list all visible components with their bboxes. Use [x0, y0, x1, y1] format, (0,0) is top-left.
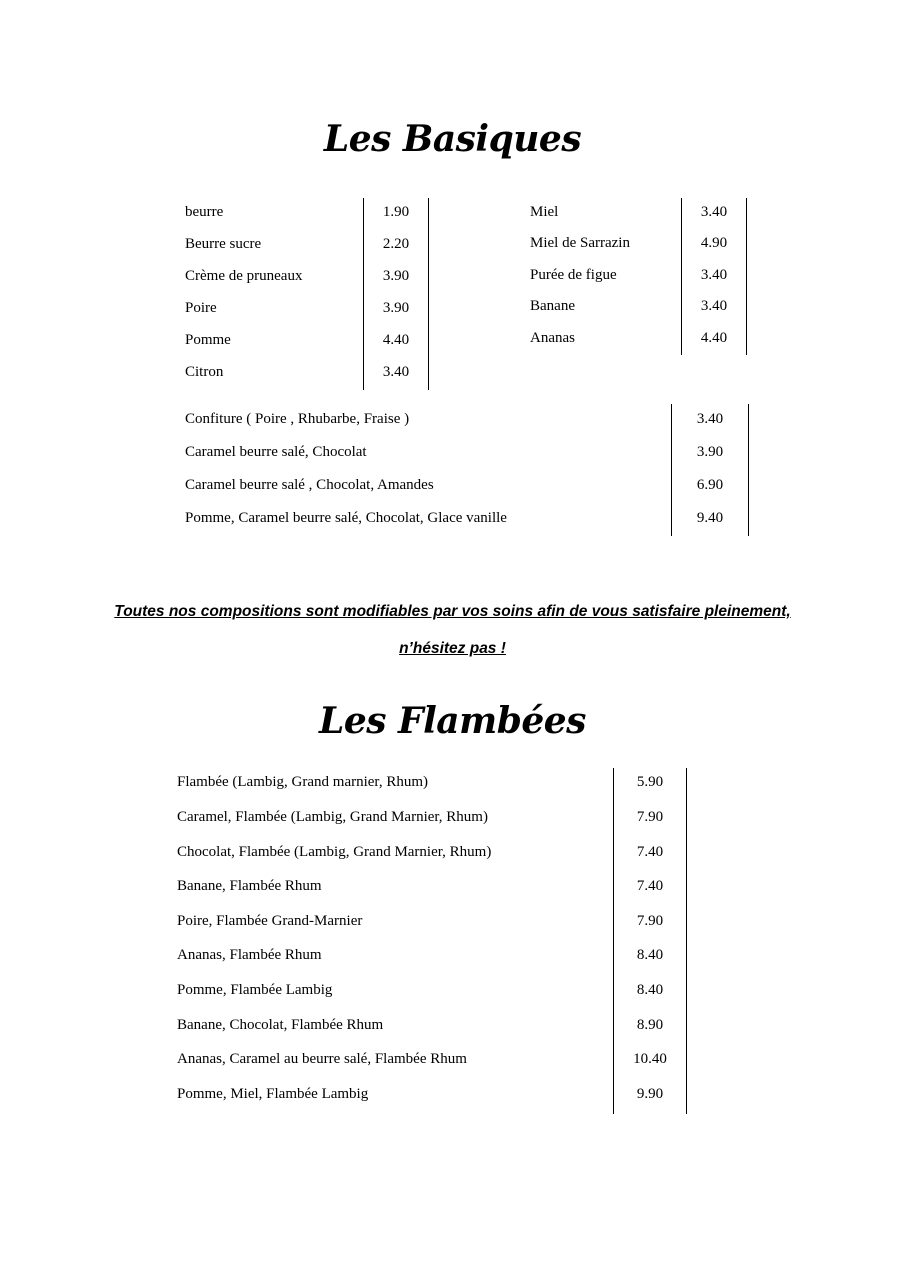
menu-item-price: 3.40	[700, 267, 728, 283]
menu-item-name: Pomme, Caramel beurre salé, Chocolat, Glace vanille	[185, 510, 507, 526]
menu-item-price: 1.90	[382, 204, 410, 220]
column-divider	[686, 768, 687, 1114]
menu-item-price: 3.40	[382, 364, 410, 380]
menu-item-price: 4.40	[382, 332, 410, 348]
menu-item-name: Banane, Chocolat, Flambée Rhum	[177, 1017, 384, 1033]
menu-item-price: 3.90	[382, 268, 410, 284]
menu-item-name: Caramel beurre salé , Chocolat, Amandes	[185, 477, 434, 493]
menu-item-price: 10.40	[633, 1051, 667, 1067]
notice-line-1: Toutes nos compositions sont modifiables par vos soins afin de vous satisfaire pleinement,	[114, 603, 791, 620]
menu-item-name: Pomme, Miel, Flambée Lambig	[177, 1086, 369, 1102]
menu-item-name: Citron	[185, 364, 224, 380]
menu-item-price: 3.40	[700, 298, 728, 314]
menu-item-name: Crème de pruneaux	[185, 268, 303, 284]
menu-item-price: 2.20	[382, 236, 410, 252]
menu-item-name: Flambée (Lambig, Grand marnier, Rhum)	[177, 774, 428, 790]
menu-item-name: Miel de Sarrazin	[530, 235, 630, 251]
menu-item-name: Miel	[530, 204, 559, 220]
column-divider	[681, 198, 682, 355]
menu-item-name: Ananas	[530, 330, 575, 346]
menu-item-price: 5.90	[636, 774, 664, 790]
section-title-flambees: Les Flambées	[319, 700, 586, 742]
menu-item-price: 9.90	[636, 1086, 664, 1102]
menu-item-name: Caramel, Flambée (Lambig, Grand Marnier, Rhum)	[177, 809, 488, 825]
menu-item-price: 7.90	[636, 809, 664, 825]
menu-item-price: 4.90	[700, 235, 728, 251]
menu-item-price: 7.40	[636, 844, 664, 860]
menu-item-name: Poire, Flambée Grand-Marnier	[177, 913, 363, 929]
menu-item-price: 9.40	[696, 510, 724, 526]
column-divider	[363, 198, 364, 390]
menu-item-name: Ananas, Caramel au beurre salé, Flambée Rhum	[177, 1051, 467, 1067]
menu-item-price: 4.40	[700, 330, 728, 346]
menu-item-name: Caramel beurre salé, Chocolat	[185, 444, 367, 460]
menu-item-name: Chocolat, Flambée (Lambig, Grand Marnier, Rhum)	[177, 844, 492, 860]
menu-item-name: Ananas, Flambée Rhum	[177, 947, 322, 963]
menu-item-price: 8.40	[636, 947, 664, 963]
menu-item-name: Pomme	[185, 332, 231, 348]
menu-item-price: 7.90	[636, 913, 664, 929]
menu-item-price: 7.40	[636, 878, 664, 894]
menu-item-name: Banane	[530, 298, 575, 314]
menu-item-name: Beurre sucre	[185, 236, 262, 252]
menu-item-name: Pomme, Flambée Lambig	[177, 982, 333, 998]
menu-item-price: 8.90	[636, 1017, 664, 1033]
menu-item-price: 3.90	[382, 300, 410, 316]
menu-item-name: Banane, Flambée Rhum	[177, 878, 322, 894]
section-title-basiques: Les Basiques	[323, 118, 582, 160]
menu-item-price: 3.40	[700, 204, 728, 220]
menu-item-name: Poire	[185, 300, 217, 316]
column-divider	[748, 404, 749, 536]
menu-item-price: 3.90	[696, 444, 724, 460]
column-divider	[746, 198, 747, 355]
menu-item-price: 8.40	[636, 982, 664, 998]
menu-item-price: 3.40	[696, 411, 724, 427]
menu-item-name: Confiture ( Poire , Rhubarbe, Fraise )	[185, 411, 410, 427]
menu-item-name: beurre	[185, 204, 224, 220]
menu-item-price: 6.90	[696, 477, 724, 493]
column-divider	[613, 768, 614, 1114]
column-divider	[671, 404, 672, 536]
menu-item-name: Purée de figue	[530, 267, 617, 283]
column-divider	[428, 198, 429, 390]
notice-line-2: n’hésitez pas !	[399, 640, 506, 657]
